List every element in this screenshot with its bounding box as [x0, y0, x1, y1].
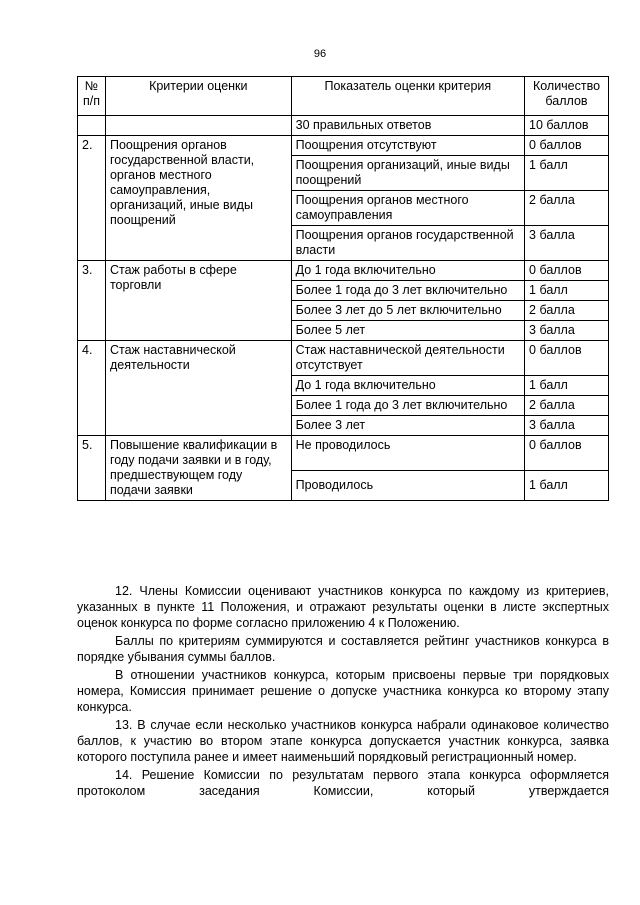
paragraph-admission: В отношении участников конкурса, которым присвоены первые три порядковых номера, Комиссия принимает решение о допуске участника конкурса ко второму этапу конкурса.	[77, 668, 609, 714]
indicator-cell: Стаж наставнической деятельности отсутствует	[291, 341, 524, 376]
table-row	[78, 436, 609, 471]
points-cell: 0 баллов	[525, 436, 609, 471]
points-cell: 0 баллов	[525, 341, 609, 376]
criterion-cell: Стаж работы в сфере торговли	[105, 261, 291, 341]
num-cell: 5.	[78, 436, 106, 501]
paragraph-13: 13. В случае если несколько участников конкурса набрали одинаковое количество баллов, к участию во втором этапе конкурса допускается участник конкурса, заявка которого поступила ранее и имеет наименьший порядковый регистрационный номер.	[77, 718, 609, 764]
page-number: 96	[313, 48, 327, 60]
table-row	[78, 136, 609, 156]
points-cell: 2 балла	[525, 396, 609, 416]
evaluation-criteria-table	[77, 76, 609, 501]
table-header-row	[78, 77, 609, 116]
indicator-cell: Поощрения отсутствуют	[291, 136, 524, 156]
points-cell: 2 балла	[525, 191, 609, 226]
table-row	[78, 116, 609, 136]
header-points: Количество баллов	[525, 77, 609, 116]
indicator-cell: Более 1 года до 3 лет включительно	[291, 396, 524, 416]
indicator-cell: Поощрения органов местного самоуправления	[291, 191, 524, 226]
points-cell: 1 балл	[525, 281, 609, 301]
paragraph-ranking: Баллы по критериям суммируются и составляется рейтинг участников конкурса в порядке убывания суммы баллов.	[77, 634, 609, 664]
indicator-cell: Поощрения организаций, иные виды поощрений	[291, 156, 524, 191]
indicator-cell: До 1 года включительно	[291, 261, 524, 281]
table-row	[78, 261, 609, 281]
paragraph-14: 14. Решение Комиссии по результатам первого этапа конкурса оформляется протоколом заседания Комиссии, который утверждается	[77, 768, 609, 798]
points-cell: 3 балла	[525, 226, 609, 261]
indicator-cell: Поощрения органов государственной власти	[291, 226, 524, 261]
num-cell: 2.	[78, 136, 106, 261]
indicator-cell: Более 3 лет до 5 лет включительно	[291, 301, 524, 321]
indicator-cell: Более 3 лет	[291, 416, 524, 436]
points-cell: 3 балла	[525, 321, 609, 341]
points-cell: 10 баллов	[525, 116, 609, 136]
points-cell: 0 баллов	[525, 261, 609, 281]
points-cell: 1 балл	[525, 156, 609, 191]
header-num: № п/п	[78, 77, 106, 116]
body-text	[77, 583, 609, 801]
header-criteria: Критерии оценки	[105, 77, 291, 116]
table-row	[78, 341, 609, 376]
paragraph-12: 12. Члены Комиссии оценивают участников конкурса по каждому из критериев, указанных в пункте 11 Положения, и отражают результаты оценки в листе экспертных оценок конкурса по форме согласно приложению 4 к Положению.	[77, 584, 609, 630]
indicator-cell: Более 5 лет	[291, 321, 524, 341]
points-cell: 2 балла	[525, 301, 609, 321]
points-cell: 1 балл	[525, 471, 609, 501]
criterion-cell: Стаж наставнической деятельности	[105, 341, 291, 436]
indicator-cell: Не проводилось	[291, 436, 524, 471]
criterion-cell: Повышение квалификации в году подачи заявки и в году, предшествующем году подачи заявки	[105, 436, 291, 501]
criterion-cell	[105, 116, 291, 136]
points-cell: 3 балла	[525, 416, 609, 436]
indicator-cell: Более 1 года до 3 лет включительно	[291, 281, 524, 301]
indicator-cell: До 1 года включительно	[291, 376, 524, 396]
points-cell: 0 баллов	[525, 136, 609, 156]
points-cell: 1 балл	[525, 376, 609, 396]
indicator-cell: 30 правильных ответов	[291, 116, 524, 136]
indicator-cell: Проводилось	[291, 471, 524, 501]
header-indicator: Показатель оценки критерия	[291, 77, 524, 116]
num-cell: 3.	[78, 261, 106, 341]
num-cell	[78, 116, 106, 136]
criterion-cell: Поощрения органов государственной власти, органов местного самоуправления, организаций, иные виды поощрений	[105, 136, 291, 261]
num-cell: 4.	[78, 341, 106, 436]
